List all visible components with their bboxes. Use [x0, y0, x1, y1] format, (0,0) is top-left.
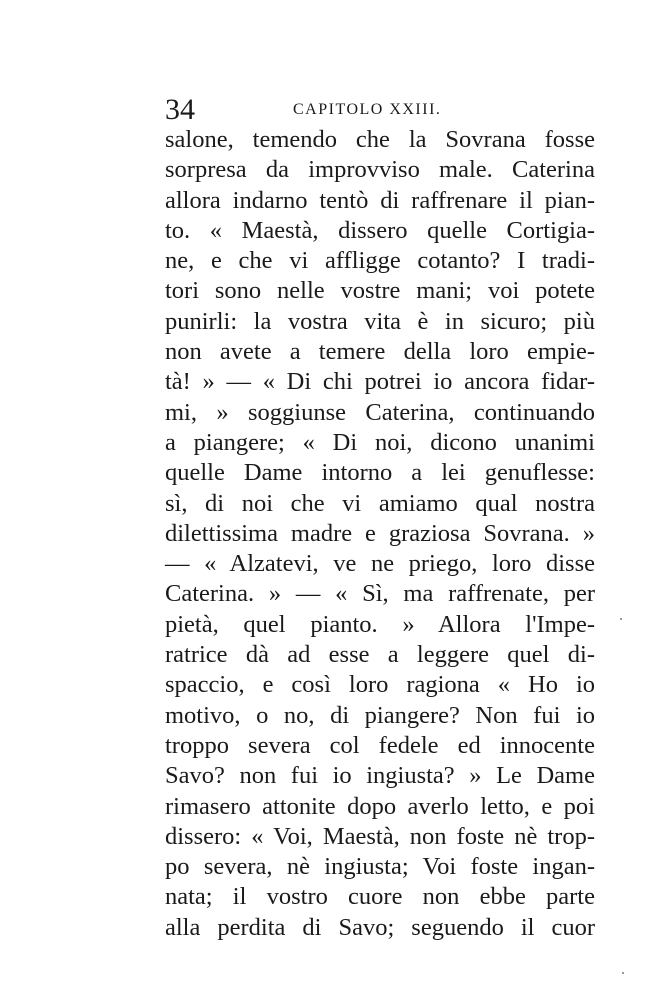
- text-line: dilettissima madre e graziosa Sovrana. »: [165, 519, 595, 547]
- text-line: non avete a temere della loro empie-: [165, 338, 595, 366]
- paper-speck: [622, 972, 624, 974]
- text-line: — « Alzatevi, ve ne priego, loro disse: [165, 550, 595, 578]
- text-line: alla perdita di Savo; seguendo il cuor: [165, 913, 595, 941]
- text-line: tori sono nelle vostre mani; voi potete: [165, 277, 595, 305]
- text-line: Caterina. » — « Sì, ma raffrenate, per: [165, 580, 595, 608]
- text-line: dissero: « Voi, Maestà, non foste nè trop-: [165, 822, 595, 850]
- text-line: troppo severa col fedele ed innocente: [165, 731, 595, 759]
- body-text: [165, 125, 595, 943]
- text-line: punirli: la vostra vita è in sicuro; più: [165, 307, 595, 335]
- running-head: CAPITOLO XXIII.: [293, 101, 442, 118]
- text-line: tà! » — « Di chi potrei io ancora fidar-: [165, 368, 595, 396]
- text-line: pietà, quel pianto. » Allora l'Impe-: [165, 610, 595, 638]
- text-line: Savo? non fui io ingiusta? » Le Dame: [165, 762, 595, 790]
- text-line: spaccio, e così loro ragiona « Ho io: [165, 671, 595, 699]
- page-number: 34: [165, 93, 195, 126]
- paper-speck: [620, 618, 622, 620]
- text-line: sorpresa da improvviso male. Caterina: [165, 156, 595, 184]
- text-line: sì, di noi che vi amiamo qual nostra: [165, 489, 595, 517]
- text-line: nata; il vostro cuore non ebbe parte: [165, 883, 595, 911]
- text-line: quelle Dame intorno a lei genuflesse:: [165, 459, 595, 487]
- text-line: ratrice dà ad esse a leggere quel di-: [165, 641, 595, 669]
- page-header: [165, 92, 605, 128]
- text-line: motivo, o no, di piangere? Non fui io: [165, 701, 595, 729]
- text-line: ne, e che vi affligge cotanto? I tradi-: [165, 247, 595, 275]
- text-line: mi, » soggiunse Caterina, continuando: [165, 398, 595, 426]
- text-line: rimasero attonite dopo averlo letto, e poi: [165, 792, 595, 820]
- text-line: po severa, nè ingiusta; Voi foste ingan-: [165, 853, 595, 881]
- text-line: to. « Maestà, dissero quelle Cortigia-: [165, 216, 595, 244]
- text-line: salone, temendo che la Sovrana fosse: [165, 126, 595, 153]
- text-line: allora indarno tentò di raffrenare il pian-: [165, 186, 595, 214]
- text-line: a piangere; « Di noi, dicono unanimi: [165, 428, 595, 456]
